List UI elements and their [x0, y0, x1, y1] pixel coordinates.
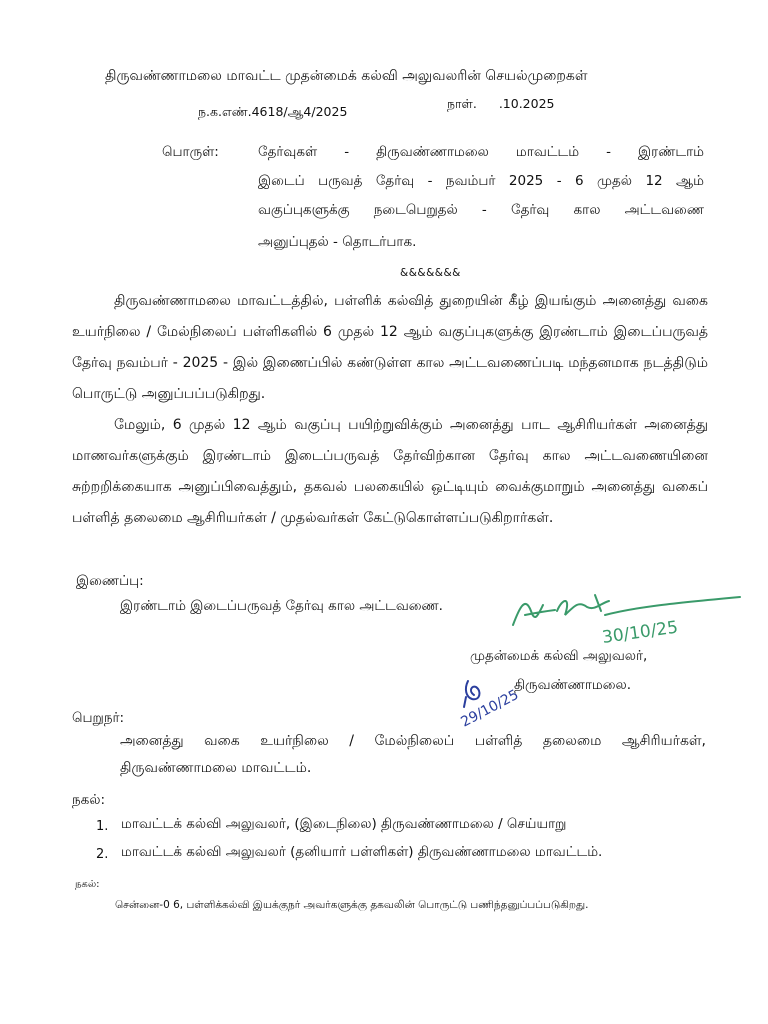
subject-label: பொருள்: [162, 144, 219, 160]
copy-item-number: 2. [96, 847, 109, 862]
subject-line-3: வகுப்புகளுக்கு நடைபெறுதல் - தேர்வு கால அட்டவணை [258, 202, 704, 218]
signatory-place: திருவண்ணாமலை. [514, 677, 632, 693]
date-label: நாள். [447, 96, 477, 111]
recipients-line-1: அனைத்து வகை உயர்நிலை / மேல்நிலைப் பள்ளித் தலைமை ஆசிரியர்கள், [120, 733, 706, 749]
copy-note-text: சென்னை-0 6, பள்ளிக்கல்வி இயக்குநர் அவர்களுக்கு தகவலின் பொருட்டு பணிந்தனுப்பப்படுகிறது. [115, 899, 589, 911]
recipients-line-2: திருவண்ணாமலை மாவட்டம். [120, 760, 312, 776]
stamp-date: 29/10/25 [458, 686, 522, 731]
reference-number: ந.க.எண்.4618/ஆ4/2025 [198, 104, 348, 119]
recipients-label: பெறுநர்: [72, 710, 125, 726]
separator: &&&&&&& [400, 267, 461, 279]
body-paragraph-1 [72, 286, 708, 410]
copy-item-number: 1. [96, 819, 109, 834]
enclosure-label: இணைப்பு: [76, 573, 144, 589]
enclosure-item: இரண்டாம் இடைப்பருவத் தேர்வு கால அட்டவணை. [120, 598, 443, 614]
subject-line-2: இடைப் பருவத் தேர்வு - நவம்பர் 2025 - 6 முதல் 12 ஆம் [258, 173, 704, 189]
body-paragraph-2 [72, 410, 708, 534]
body-paragraph-1-text: திருவண்ணாமலை மாவட்டத்தில், பள்ளிக் கல்வித் துறையின் கீழ் இயங்கும் அனைத்து வகை உயர்நிலை / மேல்நிலைப் பள்ளிகளில் 6 முதல் 12 ஆம் வகுப்புகளுக்கு இரண்டாம் இடைப்பருவத் தேர்வு நவம்பர் - 2025 - இல் இணைப்பில் கண்டுள்ள கால அட்டவணைப்படி மந்தனமாக நடத்திடும் பொருட்டு அனுப்பப்படுகிறது. [72, 293, 708, 402]
copy-note-label: நகல்: [75, 879, 100, 890]
copy-item-text: மாவட்டக் கல்வி அலுவலர் (தனியார் பள்ளிகள்) திருவண்ணாமலை மாவட்டம். [121, 844, 603, 860]
subject-line-4: அனுப்புதல் - தொடர்பாக. [258, 234, 417, 250]
handwritten-signature [505, 585, 755, 655]
body-paragraph-2-text: மேலும், 6 முதல் 12 ஆம் வகுப்பு பயிற்றுவிக்கும் அனைத்து பாட ஆசிரியர்கள் அனைத்து மாணவர்களுக்கும் இரண்டாம் இடைப்பருவத் தேர்விற்கான தேர்வு கால அட்டவணையினை சுற்றறிக்கையாக அனுப்பிவைத்தும், தகவல் பலகையில் ஒட்டியும் வைக்குமாறும் அனைத்து வகைப் பள்ளித் தலைமை ஆசிரியர்கள் / முதல்வர்கள் கேட்டுகொள்ளப்படுகிறார்கள். [72, 417, 708, 526]
copy-to-label: நகல்: [72, 792, 106, 808]
copy-item-text: மாவட்டக் கல்வி அலுவலர், (இடைநிலை) திருவண்ணாமலை / செய்யாறு [121, 816, 567, 832]
signatory-designation: முதன்மைக் கல்வி அலுவலர், [470, 648, 648, 664]
date-line [447, 98, 554, 111]
date-value: .10.2025 [498, 96, 555, 111]
signature-date: 30/10/25 [600, 617, 680, 648]
subject-line-1: தேர்வுகள் - திருவண்ணாமலை மாவட்டம் - இரண்டாம் [258, 144, 704, 160]
document-title: திருவண்ணாமலை மாவட்ட முதன்மைக் கல்வி அலுவலரின் செயல்முறைகள் [105, 68, 588, 84]
